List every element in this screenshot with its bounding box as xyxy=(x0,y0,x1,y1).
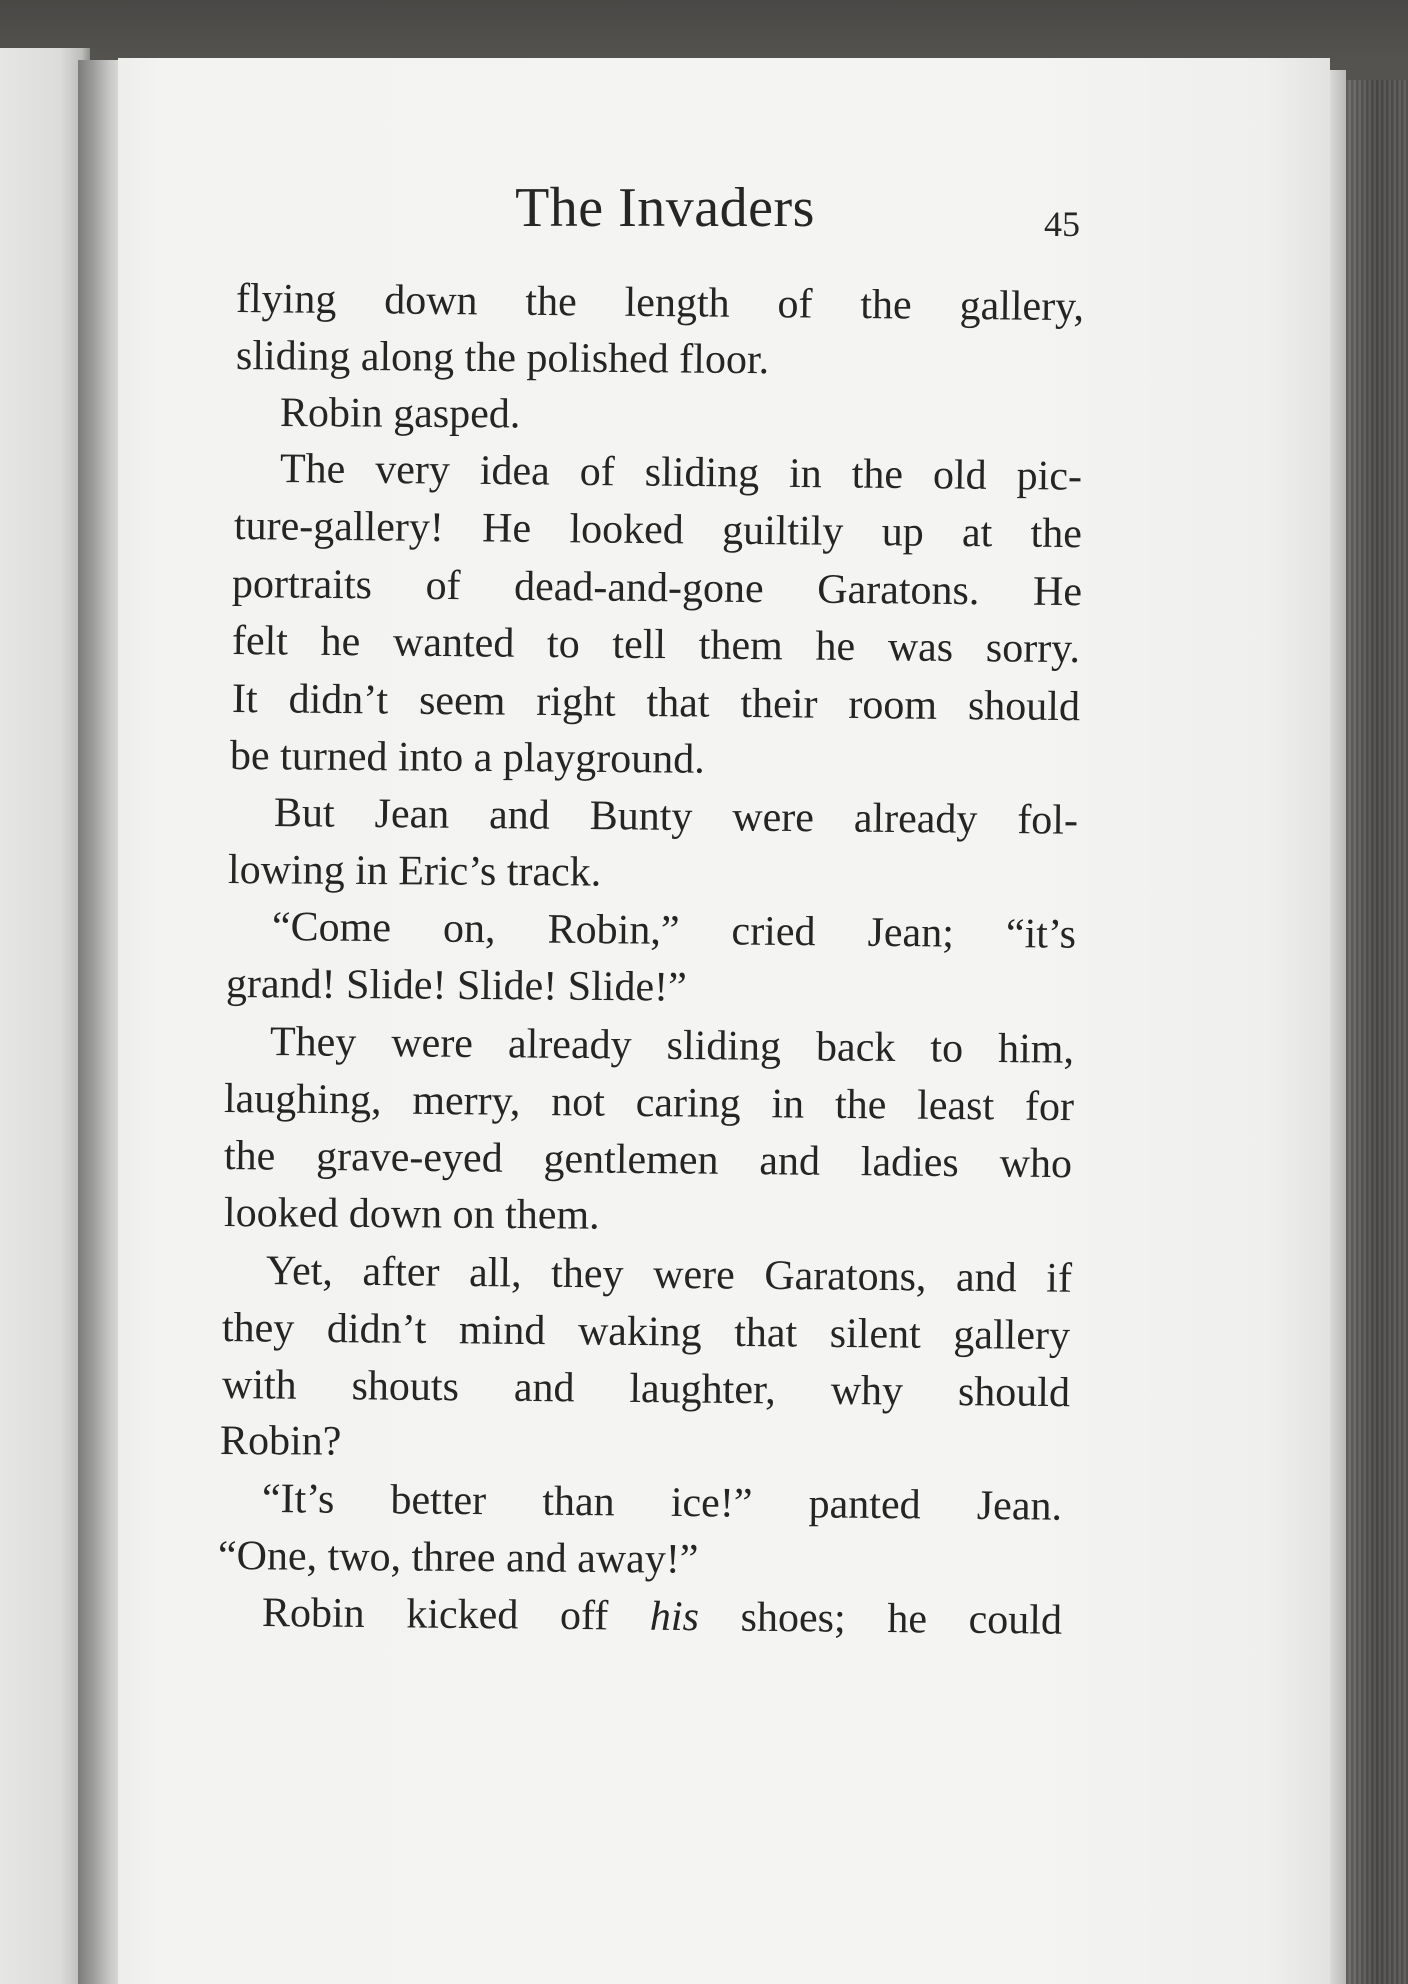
text-fragment: Robin kicked off xyxy=(261,1590,651,1640)
text-line: It didn’t seem right that their room should xyxy=(231,676,1081,731)
text-line: sliding along the polished floor. xyxy=(235,333,770,384)
text-line: “Come on, Robin,” cried Jean; “it’s xyxy=(271,904,1077,958)
text-line: “One, two, three and away!” xyxy=(217,1533,699,1583)
page-edge xyxy=(1330,70,1346,1984)
page-number: 45 xyxy=(1044,204,1080,244)
text-line: They were already sliding back to him, xyxy=(269,1019,1075,1073)
text-line: lowing in Eric’s track. xyxy=(227,847,602,896)
text-line: flying down the length of the gallery, xyxy=(235,276,1085,331)
running-head: The Invaders xyxy=(515,177,815,239)
text-line: the grave-eyed gentlemen and ladies who xyxy=(223,1133,1073,1188)
italic-word: his xyxy=(649,1593,700,1641)
text-line: felt he wanted to tell them he was sorry. xyxy=(231,618,1081,673)
text-line: grand! Slide! Slide! Slide!” xyxy=(225,961,687,1011)
text-line: ture-gallery! He looked guiltily up at the xyxy=(233,503,1083,558)
text-line-italic-emphasis xyxy=(262,1592,1062,1642)
text-line: looked down on them. xyxy=(223,1190,600,1239)
text-line: with shouts and laughter, why should xyxy=(221,1362,1071,1417)
text-line: But Jean and Bunty were already fol- xyxy=(273,790,1079,844)
book-block-edge xyxy=(1346,80,1408,1984)
text-line: “It’s better than ice!” panted Jean. xyxy=(261,1476,1063,1530)
text-fragment: shoes; he could xyxy=(698,1594,1063,1644)
text-line: The very idea of sliding in the old pic- xyxy=(279,446,1083,500)
text-line: portraits of dead-and-gone Garatons. He xyxy=(231,561,1083,616)
text-line: be turned into a playground. xyxy=(229,733,705,783)
facing-page-edge xyxy=(0,48,90,1984)
text-line: they didn’t mind waking that silent gallery xyxy=(221,1305,1071,1360)
text-line: Robin gasped. xyxy=(279,390,521,438)
text-line: laughing, merry, not caring in the least for xyxy=(223,1076,1075,1131)
text-line: Robin? xyxy=(219,1418,342,1465)
text-line: Yet, after all, they were Garatons, and if xyxy=(265,1248,1073,1302)
